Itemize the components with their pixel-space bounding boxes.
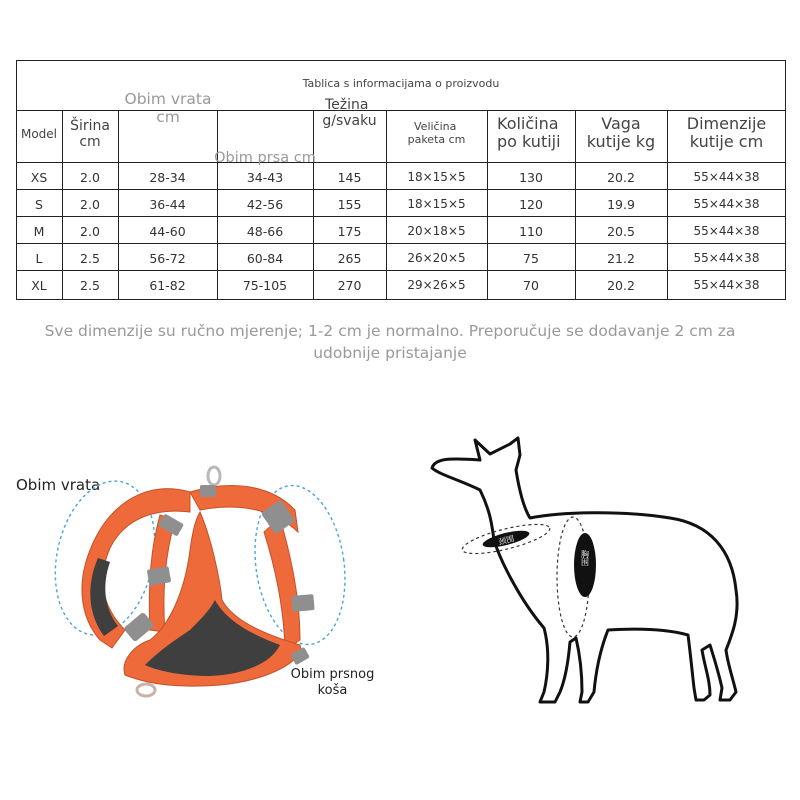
header-package-line1: Veličina [414,120,457,133]
table-cell-chest: 42-56 [246,197,284,212]
header-box-weight-line2: kutije kg [586,132,656,152]
table-cell-model: L [35,251,43,266]
header-neck-line1: Obim vrata [124,90,212,108]
table-cell-package: 20×18×5 [407,224,466,238]
table-cell-chest: 60-84 [246,251,284,266]
buckle-icon [291,594,314,612]
table-cell-package: 18×15×5 [407,197,466,211]
table-cell-weight: 145 [337,170,362,185]
table-divider [16,243,786,244]
table-cell-width: 2.0 [80,224,100,239]
neck-circumference-label: Obim vrata [16,476,101,494]
measurement-note: Sve dimenzije su ručno mjerenje; 1-2 cm je normalno. Preporučuje se dodavanje 2 cm za udobnije pristajanje [44,322,736,362]
table-cell-neck: 61-82 [149,278,186,293]
table-cell-qty: 120 [519,197,543,212]
table-cell-model: XS [30,170,48,185]
header-neck [108,91,228,127]
table-cell-weight: 270 [337,278,362,293]
chest-label-line2: koša [317,683,348,698]
table-cell-box-kg: 21.2 [607,251,635,266]
header-box-weight-line1: Vaga [601,114,641,133]
table-cell-model: XL [31,278,47,293]
table-cell-chest: 75-105 [242,278,288,293]
table-cell-weight: 265 [337,251,362,266]
table-cell-box-dims: 55×44×38 [693,197,760,211]
header-box-dimensions [667,115,786,152]
header-package [386,121,487,146]
table-cell-package: 29×26×5 [407,278,466,292]
table-cell-width: 2.0 [80,170,100,185]
table-cell-qty: 75 [523,251,539,266]
side-strap [264,518,300,650]
header-package-line2: paketa cm [407,132,466,146]
header-model: Model [20,127,58,141]
header-box-dimensions-line2: kutije cm [689,132,764,152]
table-cell-box-kg: 19.9 [607,197,635,212]
table-cell-neck: 56-72 [149,251,186,266]
table-cell-box-kg: 20.2 [607,170,635,185]
chest-label-line1: Obim prsnog [290,667,375,682]
header-width-line1: Širina [70,118,110,134]
buckle-icon [200,485,216,497]
header-chest: Obim prsa cm [214,150,316,166]
harness-illustration [0,440,400,710]
table-divider [16,270,786,271]
table-cell-width: 2.0 [80,197,100,212]
table-caption: Tablica s informacijama o proizvodu [302,77,500,90]
table-divider [16,216,786,217]
table-cell-box-dims: 55×44×38 [693,170,760,184]
table-divider [16,189,786,190]
d-ring-icon [208,467,220,485]
table-cell-width: 2.5 [80,251,100,266]
header-width-line2: cm [79,134,101,151]
table-cell-box-dims: 55×44×38 [693,224,760,238]
d-ring-icon [137,684,155,696]
table-cell-package: 26×20×5 [407,251,466,265]
table-cell-box-dims: 55×44×38 [693,278,760,292]
table-cell-qty: 110 [519,224,543,239]
header-weight [313,97,386,129]
table-cell-width: 2.5 [80,278,100,293]
table-cell-chest: 48-66 [246,224,284,239]
table-cell-weight: 155 [337,197,362,212]
table-cell-qty: 70 [523,278,539,293]
header-box-dimensions-line1: Dimenzije [686,114,767,133]
header-neck-line2: cm [156,107,180,126]
header-weight-line2: g/svaku [322,113,377,130]
table-divider [16,162,786,163]
table-cell-model: S [35,197,43,212]
table-cell-neck: 36-44 [149,197,186,212]
table-cell-chest: 34-43 [246,170,284,185]
header-box-weight [575,115,667,152]
table-cell-box-kg: 20.2 [607,278,635,293]
header-quantity-line2: po kutiji [497,132,561,152]
table-cell-box-dims: 55×44×38 [693,251,760,265]
table-cell-qty: 130 [519,170,543,185]
table-cell-model: M [33,224,45,239]
chest-tape-text: 胸围 [580,550,590,566]
table-cell-package: 18×15×5 [407,170,466,184]
dog-measurement-diagram [420,430,790,730]
table-cell-neck: 28-34 [149,170,186,185]
header-quantity-line1: Količina [497,114,559,133]
neck-tape-text: 颈围 [497,534,516,547]
table-cell-box-kg: 20.5 [607,224,635,239]
table-cell-weight: 175 [337,224,362,239]
table-cell-neck: 44-60 [149,224,186,239]
header-quantity [487,115,575,152]
header-weight-line1: Težina [325,97,369,113]
